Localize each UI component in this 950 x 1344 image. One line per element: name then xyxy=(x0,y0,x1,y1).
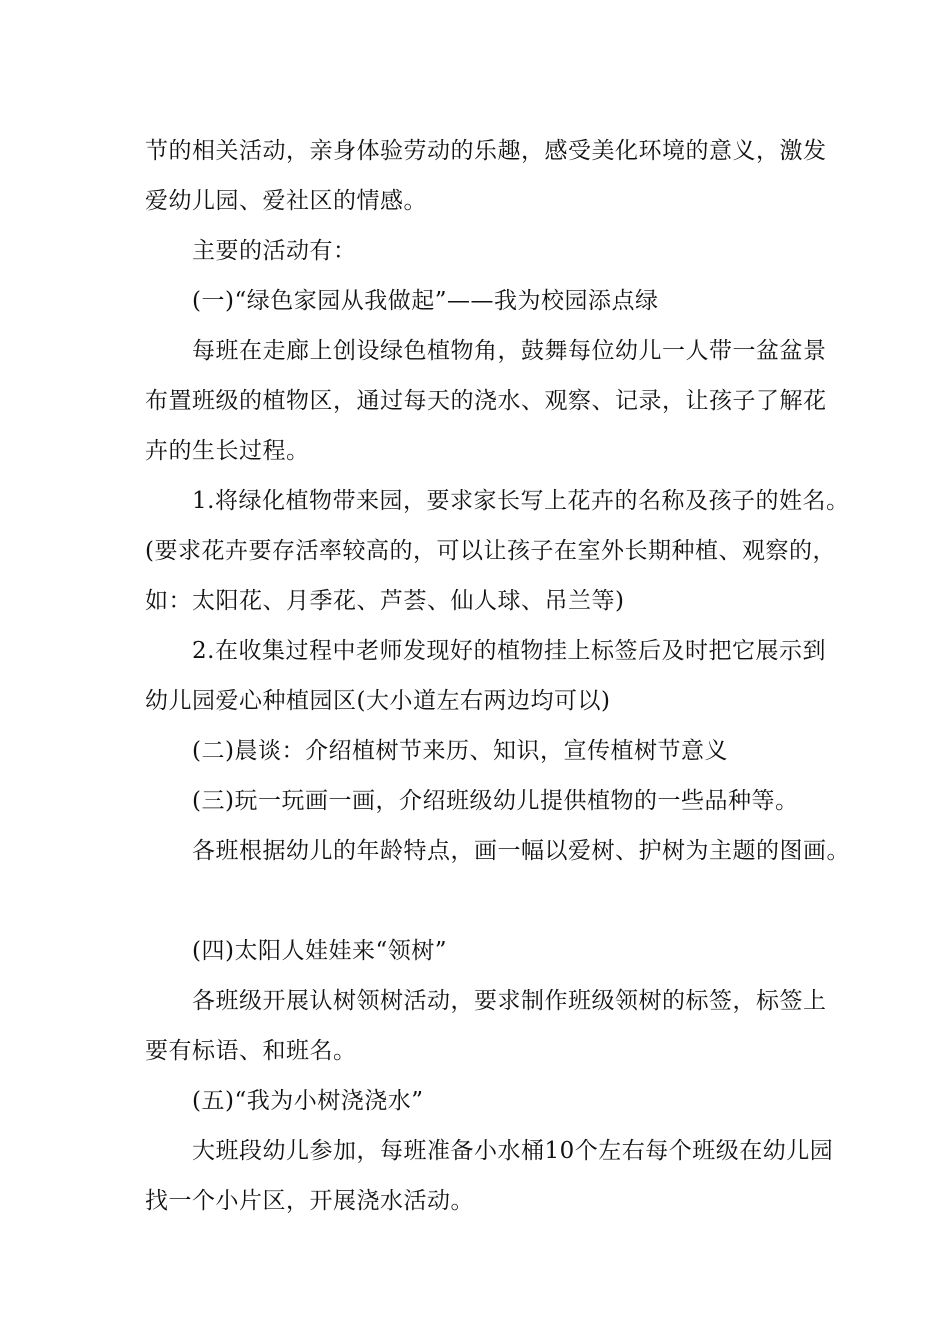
list-item: 2.在收集过程中老师发现好的植物挂上标签后及时把它展示到 xyxy=(192,638,826,664)
text-line: 找一个小片区，开展浇水活动。 xyxy=(145,1188,474,1214)
text-line: 爱幼儿园、爱社区的情感。 xyxy=(145,188,427,214)
text-line: 卉的生长过程。 xyxy=(145,438,310,464)
text-line: 节的相关活动，亲身体验劳动的乐趣，感受美化环境的意义，激发 xyxy=(145,138,827,164)
text-line: 大班段幼儿参加，每班准备小水桶10个左右每个班级在幼儿园 xyxy=(192,1138,834,1164)
section-heading: (四)太阳人娃娃来“领树” xyxy=(192,938,447,964)
section-heading: (二)晨谈：介绍植树节来历、知识，宣传植树节意义 xyxy=(192,738,728,764)
text-line: 各班根据幼儿的年龄特点，画一幅以爱树、护树为主题的图画。 xyxy=(192,838,850,864)
text-line: 各班级开展认树领树活动，要求制作班级领树的标签，标签上 xyxy=(192,988,827,1014)
text-line: 如：太阳花、月季花、芦荟、仙人球、吊兰等) xyxy=(145,588,625,614)
section-heading: (一)“绿色家园从我做起”——我为校园添点绿 xyxy=(192,288,659,314)
list-item: 1.将绿化植物带来园，要求家长写上花卉的名称及孩子的姓名。 xyxy=(192,488,850,514)
section-heading: (五)“我为小树浇浇水” xyxy=(192,1088,424,1114)
text-line: (要求花卉要存活率较高的，可以让孩子在室外长期种植、观察的， xyxy=(145,538,836,564)
text-line: 幼儿园爱心种植园区(大小道左右两边均可以) xyxy=(145,688,611,714)
text-line: 要有标语、和班名。 xyxy=(145,1038,357,1064)
text-line: 布置班级的植物区，通过每天的浇水、观察、记录，让孩子了解花 xyxy=(145,388,827,414)
text-line: 每班在走廊上创设绿色植物角，鼓舞每位幼儿一人带一盆盆景 xyxy=(192,338,827,364)
text-line: 主要的活动有： xyxy=(192,238,357,264)
section-heading: (三)玩一玩画一画，介绍班级幼儿提供植物的一些品种等。 xyxy=(192,788,799,814)
